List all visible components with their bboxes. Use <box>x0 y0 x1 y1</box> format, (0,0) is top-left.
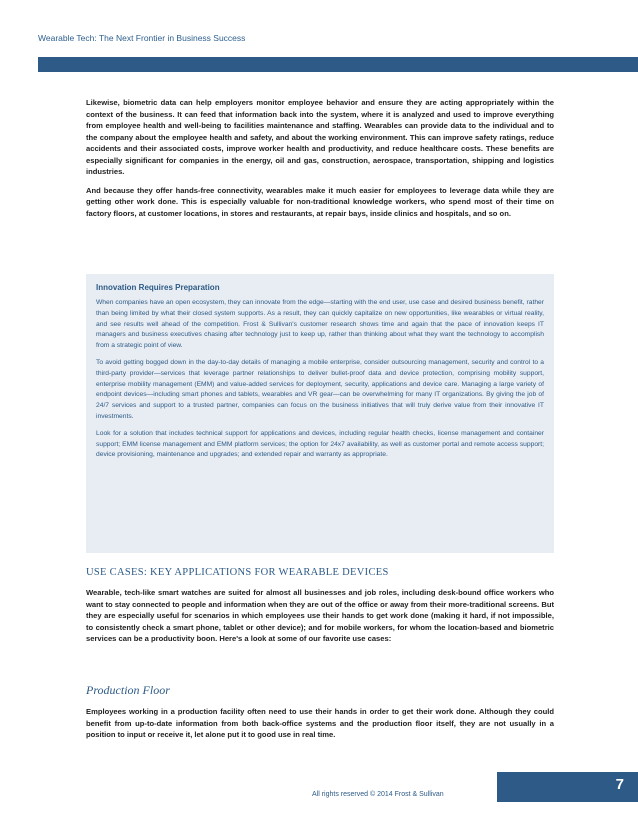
sidebar-box-title: Innovation Requires Preparation <box>96 283 220 292</box>
production-floor-paragraph: Employees working in a production facility often need to use their hands in order to get their work done. Although they could benefit from up-to-date information from both back-office systems and the production floor itself, they are not usually in a position to input or receive it, let alone put it to good use in real time. <box>86 707 554 739</box>
page-number-box <box>497 772 638 802</box>
production-floor-heading: Production Floor <box>86 683 170 697</box>
footer-copyright: All rights reserved © 2014 Frost & Sullivan <box>312 791 444 798</box>
sidebar-paragraph-2: To avoid getting bogged down in the day-to-day details of managing a mobile enterprise, consider outsourcing management, security and control to a third-party provider—services that leverage partner relationships to deliver bullet-proof data and device protection, comprising mobility support, enterprise mobility management (EMM) and value-added services for deployment, security, applications and device care. Managing a large variety of endpoint devices—including smart phones and tablets, wearables and VR gear—can be overwhelming for many IT organizations. By giving the job of 24/7 services and support to a trusted partner, companies can focus on the business initiatives that will truly derive value from their innovative IT investments. <box>96 358 544 420</box>
use-cases-section <box>86 587 554 652</box>
intro-section <box>86 97 554 226</box>
page-number: 7 <box>615 776 624 793</box>
sidebar-paragraph-3: Look for a solution that includes technical support for applications and devices, including regular health checks, license management and container support; EMM license management and EMM platform services; the option for 24x7 availability, as well as customer portal and remote access support; device provisioning, maintenance and upgrades; and extended repair and warranty as appropriate. <box>96 429 544 459</box>
use-cases-heading: USE CASES: KEY APPLICATIONS FOR WEARABLE DEVICES <box>86 567 389 578</box>
production-floor-section <box>86 706 554 748</box>
sidebar-paragraph-1: When companies have an open ecosystem, they can innovate from the edge—starting with the end user, use case and desired business benefit, rather than being limited by what their closed system supports. As a result, they can quickly capitalize on new opportunities, like wearables or virtual reality, and see results well ahead of the competition. Frost & Sullivan's customer research shows time and again that the pace of innovation keeps IT managers and business executives chasing after technology just to keep up, rather than thinking about what they want the technology to accomplish from a strategic point of view. <box>96 299 544 350</box>
header-bar <box>38 57 638 72</box>
use-cases-paragraph: Wearable, tech-like smart watches are suited for almost all businesses and job roles, including desk-bound office workers who want to stay connected to people and information when they are out of the office or away from their more-traditional screens. But they are especially useful for scenarios in which employees use their hands to get work done (making it hard, if not impossible, to consistently check a smart phone, tablet or other device); and for mobile workers, for whom the location-based and biometric services can be a productivity boon. Here's a look at some of our favorite use cases: <box>86 588 554 643</box>
intro-paragraph-1: Likewise, biometric data can help employers monitor employee behavior and ensure they are acting appropriately within the context of the business. It can feed that information back into the system, where it is analyzed and used to improve everything from employee health and well-being to facilities maintenance and staffing. Wearables can provide data to the individual and to the company about the employee health and safety, and about the working environment. This can improve safety ratings, reduce accidents and their associated costs, improve worker health and productivity, and reduce healthcare costs. These benefits are especially significant for companies in the energy, oil and gas, construction, aerospace, transportation, shipping and logistics industries. <box>86 98 554 176</box>
innovation-sidebar-box <box>86 274 554 553</box>
intro-paragraph-2: And because they offer hands-free connectivity, wearables make it much easier for employees to leverage data while they are getting other work done. This is especially valuable for non-traditional knowledge workers, who spend most of their time on factory floors, at customer locations, in stores and restaurants, at repair bays, inside clinics and hospitals, and so on. <box>86 185 554 218</box>
running-header-title: Wearable Tech: The Next Frontier in Business Success <box>38 33 246 43</box>
